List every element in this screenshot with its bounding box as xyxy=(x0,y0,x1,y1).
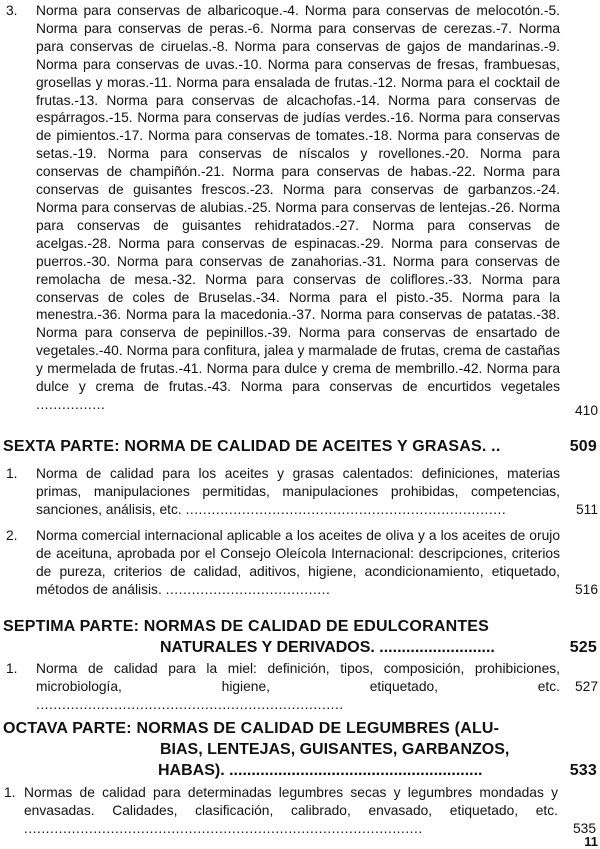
dot-leader: .......................................................................... xyxy=(185,501,507,517)
entry-text: Normas de calidad para determinadas legumbres secas y legumbres mondadas y envasadas. Calidades, clasificación, calibrado, envasado, etiquetado, etc. ............................................................................................ xyxy=(24,785,558,836)
dot-leader: ...................................... xyxy=(165,581,331,597)
page-ref: 527 xyxy=(574,679,598,694)
entry-text: Norma de calidad para los aceites y grasas calentados: definiciones, materias primas, manipulaciones permitidas, manipulaciones prohibidas, competencias, sanciones, análisis, etc. .......................................................................... xyxy=(36,466,560,517)
section-heading-sexta: SEXTA PARTE: NORMA DE CALIDAD DE ACEITES Y GRASAS. .. 509 xyxy=(3,438,597,455)
section-heading-septima: SEPTIMA PARTE: NORMAS DE CALIDAD DE EDULCORANTES xyxy=(3,618,490,635)
page-ref: 535 xyxy=(572,821,596,836)
page-ref: 516 xyxy=(574,582,598,597)
entry-number: 1. xyxy=(6,661,18,676)
entry-number: 1. xyxy=(6,466,18,481)
entry-number: 2. xyxy=(6,528,18,543)
dot-leader: ................ xyxy=(36,396,106,412)
entry-text: Norma de calidad para la miel: definición, tipos, composición, prohibiciones, microbiología, higiene, etiquetado, etc. ....................................................................... xyxy=(36,661,560,712)
entry-text: Norma comercial internacional aplicable a los aceites de oliva y a los aceites de orujo de aceituna, aprobada por el Consejo Oleícola Internacional: descripciones, criterios de pureza, criterios de calidad, aditivos, higiene, acondicionamiento, etiquetado, métodos de análisis. ...................................... xyxy=(36,528,560,597)
entry-number: 1. xyxy=(4,785,16,800)
page-number: 11 xyxy=(584,834,598,849)
section-heading-octava-line3: HABAS). ......................................................... xyxy=(158,762,483,779)
section-heading-septima-line2: NATURALES Y DERIVADOS. .......................... xyxy=(160,639,495,656)
section-heading-octava-line2: BIAS, LENTEJAS, GUISANTES, GARBANZOS, xyxy=(160,741,510,758)
dot-leader: ....................................................................... xyxy=(36,696,344,712)
dot-leader: ............................................................................................ xyxy=(24,820,423,836)
entry-text: Norma para conservas de albaricoque.-4. Norma para conservas de melocotón.-5. Norma para conservas de peras.-6. Norma para conservas de cerezas.-7. Norma para conservas de ciruelas.-8. Norma para conservas de gajos de mandarinas.-9. Norma para conservas de uvas.-10. Norma para conservas de fresas, frambuesas, grosellas y moras.-11. Norma para ensalada de frutas.-12. Norma para el cocktail de frutas.-13. Norma para conservas de alcachofas.-14. Norma para conservas de espárragos.-15. Norma para conservas de judías verdes.-16. Norma para conservas de pimientos.-17. Norma para conservas de tomates.-18. Norma para conservas de setas.-19. Norma para conservas de níscalos y rovellones.-20. Norma para conservas de champiñón.-21. Norma para conservas de habas.-22. Norma para conservas de guisantes frescos.-23. Norma para conservas de garbanzos.-24. Norma para conservas de alubias.-25. Norma para conservas de lentejas.-26. Norma para conservas de guisantes rehidratados.-27. Norma para conservas de acelgas.-28. Norma para conservas de espinacas.-29. Norma para conservas de puerros.-30. Norma para conservas de zanahorias.-31. Norma para conservas de remolacha de mesa.-32. Norma para conservas de coliflores.-33. Norma para conservas de coles de Bruselas.-34. Norma para el pisto.-35. Norma para la menestra.-36. Norma para la macedonia.-37. Norma para conservas de patatas.-38. Norma para conserva de pepinillos.-39. Norma para conservas de ensartado de vegetales.-40. Norma para confitura, jalea y marmalade de frutas, crema de castañas y mermelada de frutas.-41. Norma para dulce y crema de membrillo.-42. Norma para dulce y crema de frutas.-43. Norma para conservas de encurtidos vegetales ................ xyxy=(36,3,560,412)
section-page-ref: 509 xyxy=(569,438,597,455)
page-ref: 410 xyxy=(574,403,598,418)
section-heading-octava: OCTAVA PARTE: NORMAS DE CALIDAD DE LEGUMBRES (ALU- xyxy=(3,720,500,737)
section-page-ref: 533 xyxy=(569,762,597,779)
page-ref: 511 xyxy=(576,502,598,517)
section-page-ref: 525 xyxy=(569,639,597,656)
entry-number: 3. xyxy=(6,3,18,18)
